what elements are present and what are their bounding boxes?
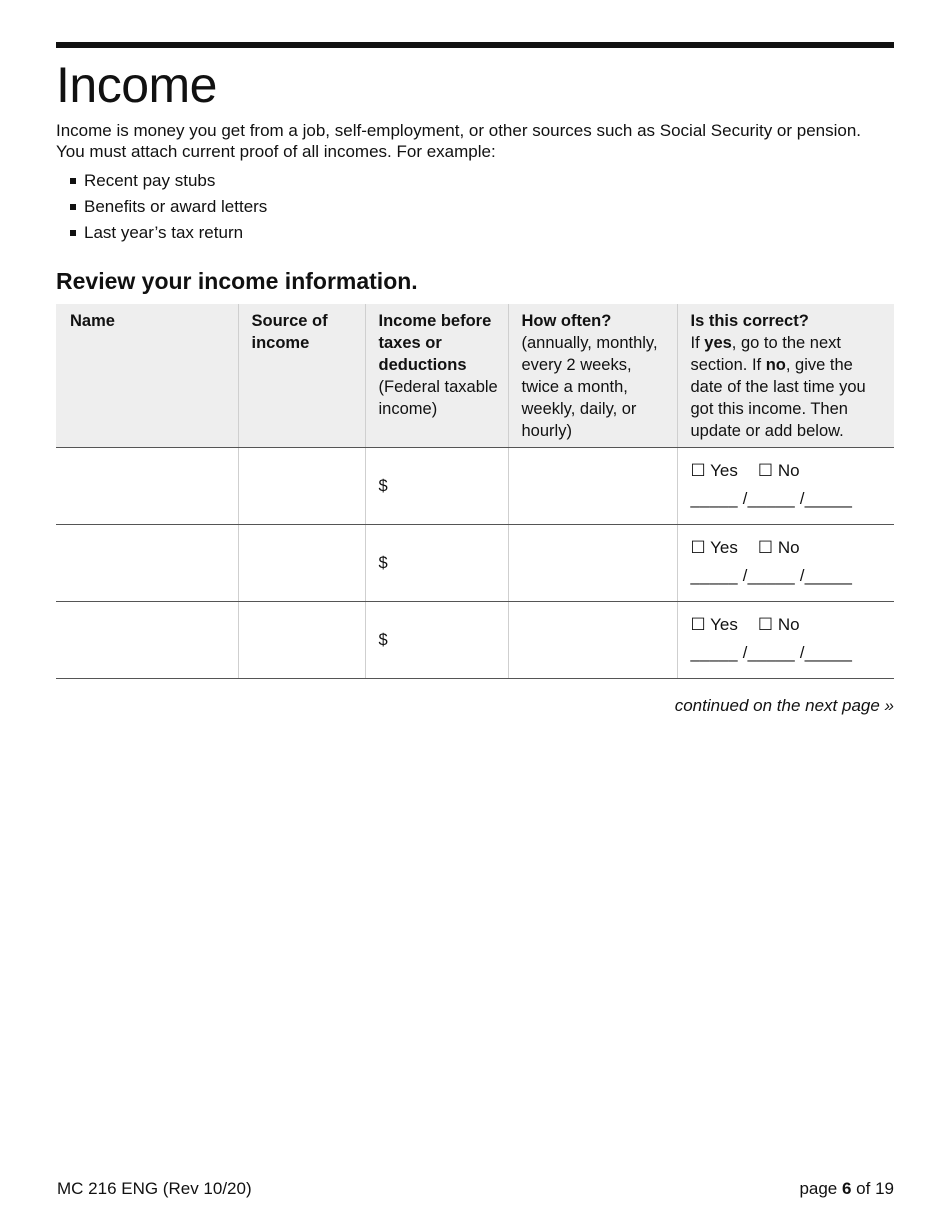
date-field[interactable]: _____ /_____ /_____ [690,567,853,585]
source-cell[interactable] [238,525,365,602]
name-cell[interactable] [56,602,238,679]
review-heading: Review your income information. [56,268,418,294]
table-row [56,448,894,525]
name-cell[interactable] [56,525,238,602]
how-often-cell[interactable] [508,602,677,679]
continued-note: continued on the next page » [674,696,894,715]
dollar-sign: $ [378,631,388,649]
name-cell[interactable] [56,448,238,525]
header-rule [56,42,894,48]
yes-checkbox[interactable]: ☐ Yes [690,615,738,634]
form-id: MC 216 ENG (Rev 10/20) [57,1179,252,1198]
how-often-cell[interactable] [508,525,677,602]
table-row [56,525,894,602]
dollar-sign: $ [378,477,388,495]
yes-checkbox[interactable]: ☐ Yes [690,538,738,557]
dollar-sign: $ [378,554,388,572]
example-item: Recent pay stubs [70,168,894,194]
col-header-income: Income before taxes or deductions (Federal taxable income) [365,304,508,448]
date-field[interactable]: _____ /_____ /_____ [690,490,853,508]
is-correct-cell [677,448,894,525]
income-cell[interactable] [365,525,508,602]
page-title: Income [56,57,217,113]
income-table [56,304,894,679]
no-checkbox[interactable]: ☐ No [757,461,800,480]
no-checkbox[interactable]: ☐ No [757,615,800,634]
how-often-cell[interactable] [508,448,677,525]
date-field[interactable]: _____ /_____ /_____ [690,644,853,662]
income-cell[interactable] [365,448,508,525]
examples-list [56,168,894,246]
source-cell[interactable] [238,448,365,525]
example-item: Benefits or award letters [70,194,894,220]
col-header-source: Source of income [238,304,365,448]
col-header-how-often: How often? (annually, monthly, every 2 weeks, twice a month, weekly, daily, or hourly) [508,304,677,448]
table-row [56,602,894,679]
intro-text: Income is money you get from a job, self-employment, or other sources such as Social Security or pension. You must attach current proof of all incomes. For example: [56,121,862,161]
col-header-name: Name [56,304,238,448]
yes-checkbox[interactable]: ☐ Yes [690,461,738,480]
col-header-is-correct: Is this correct? If yes, go to the next section. If no, give the date of the last time you got this income. Then update or add below. [677,304,894,448]
is-correct-cell [677,525,894,602]
is-correct-cell [677,602,894,679]
page-number: page 6 of 19 [799,1179,894,1198]
example-item: Last year’s tax return [70,220,894,246]
table-header-row [56,304,894,448]
income-cell[interactable] [365,602,508,679]
no-checkbox[interactable]: ☐ No [757,538,800,557]
form-page [56,42,894,717]
source-cell[interactable] [238,602,365,679]
